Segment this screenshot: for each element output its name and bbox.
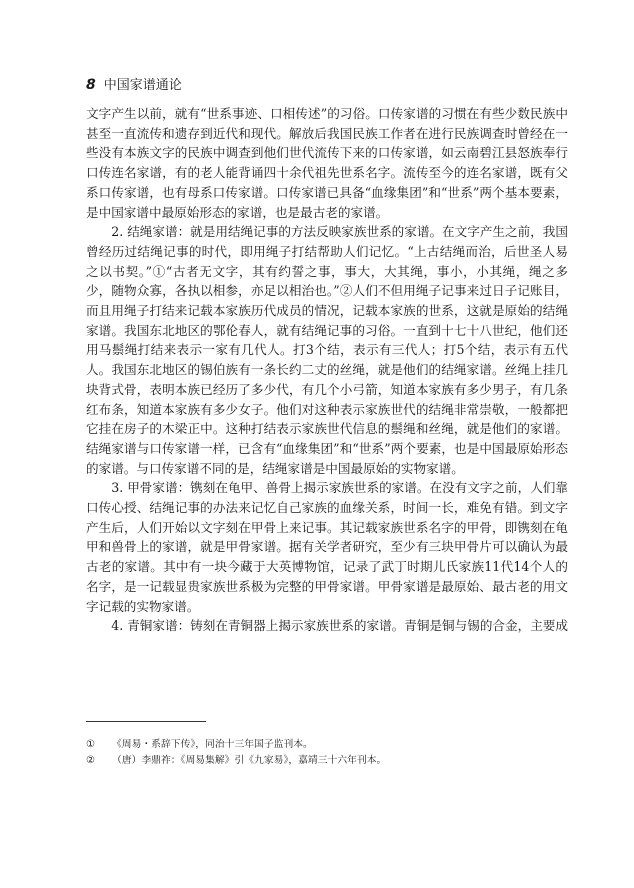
footnote-1 [86, 737, 568, 753]
footnotes [86, 737, 568, 769]
running-title: 中国家谱通论 [103, 78, 182, 93]
footnote-divider [86, 721, 206, 722]
footnote-text: （唐）李鼎祚：《周易集解》引《九家易》，嘉靖三十六年刊本。 [112, 755, 387, 766]
footnote-mark: ② [86, 755, 95, 766]
footnote-mark: ① [86, 739, 95, 750]
paragraph-continuation: 文字产生以前，就有“世系事迹、口相传述”的习俗。口传家谱的习惯在有些少数民族中甚至一直流传和遗存到近代和现代。解放后我国民族工作者在进行民族调查时曾经在一些没有本族文字的民族中调查到他们世代流传下来的口传家谱，如云南碧江县怒族奉行口传连名家谱，有的老人能背诵四十余代祖先世系名字。流传至今的连名家谱，既有父系口传家谱，也有母系口传家谱。口传家谱已具备“血缘集团”和“世系”两个基本要素，是中国家谱中最原始形态的家谱，也是最古老的家谱。 [86, 106, 568, 220]
paragraph-bronze-genealogy: 4. 青铜家谱：铸刻在青铜器上揭示家族世系的家谱。青铜是铜与锡的合金，主要成 [111, 618, 568, 634]
footnote-text: 《周易・系辞下传》，同治十三年国子监刊本。 [112, 739, 313, 750]
running-header [86, 74, 182, 93]
body-text [86, 104, 568, 636]
paragraph-knotted-rope-genealogy: 2. 结绳家谱：就是用结绳记事的方法反映家族世系的家谱。在文字产生之前，我国曾经历过结绳记事的时代，即用绳子打结帮助人们记忆。“上古结绳而治，后世圣人易之以书契。”①“古者无文字，其有约誓之事，事大，大其绳，事小，小其绳，绳之多少，随物众寡，各执以相参，亦足以相治也。”②人们不但用绳子记事来过日子记账目，而且用绳子打结来记载本家族历代成员的情况，记载本家族的世系，这就是原始的结绳家谱。我国东北地区的鄂伦春人，就有结绳记事的习俗。一直到十七十八世纪，他们还用马鬃绳打结来表示一家有几代人。打3个结，表示有三代人；打5个结，表示有五代人。我国东北地区的锡伯族有一条长约二丈的丝绳，就是他们的结绳家谱。丝绳上挂几块背式骨，表明本族已经历了多少代，有几个小弓箭，知道本家族有多少男子，有几条红布条，知道本家族有多少女子。他们对这种表示家族世代的结绳非常崇敬，一般都把它挂在房子的木梁正中。这种打结表示家族世代信息的鬃绳和丝绳，就是他们的家谱。结绳家谱与口传家谱一样，已含有“血缘集团”和“世系”两个要素，也是中国最原始形态的家谱。与口传家谱不同的是，结绳家谱是中国最原始的实物家谱。 [86, 224, 568, 476]
paragraph-oracle-bone-genealogy: 3. 甲骨家谱：镌刻在龟甲、兽骨上揭示家族世系的家谱。在没有文字之前，人们靠口传心授、结绳记事的办法来记忆自己家族的血缘关系，时间一长，难免有错。到文字产生后，人们开始以文字刻在甲骨上来记事。其记载家族世系名字的甲骨，即镌刻在龟甲和兽骨上的家谱，就是甲骨家谱。据有关学者研究，至少有三块甲骨片可以确认为最古老的家谱。其中有一块今藏于大英博物馆，记录了武丁时期儿氏家族11代14个人的名字，是一记载显贵家族世系极为完整的甲骨家谱。甲骨家谱是最原始、最古老的用文字记载的实物家谱。 [86, 480, 568, 614]
page-number: 8 [86, 77, 96, 93]
footnote-2 [86, 753, 568, 769]
